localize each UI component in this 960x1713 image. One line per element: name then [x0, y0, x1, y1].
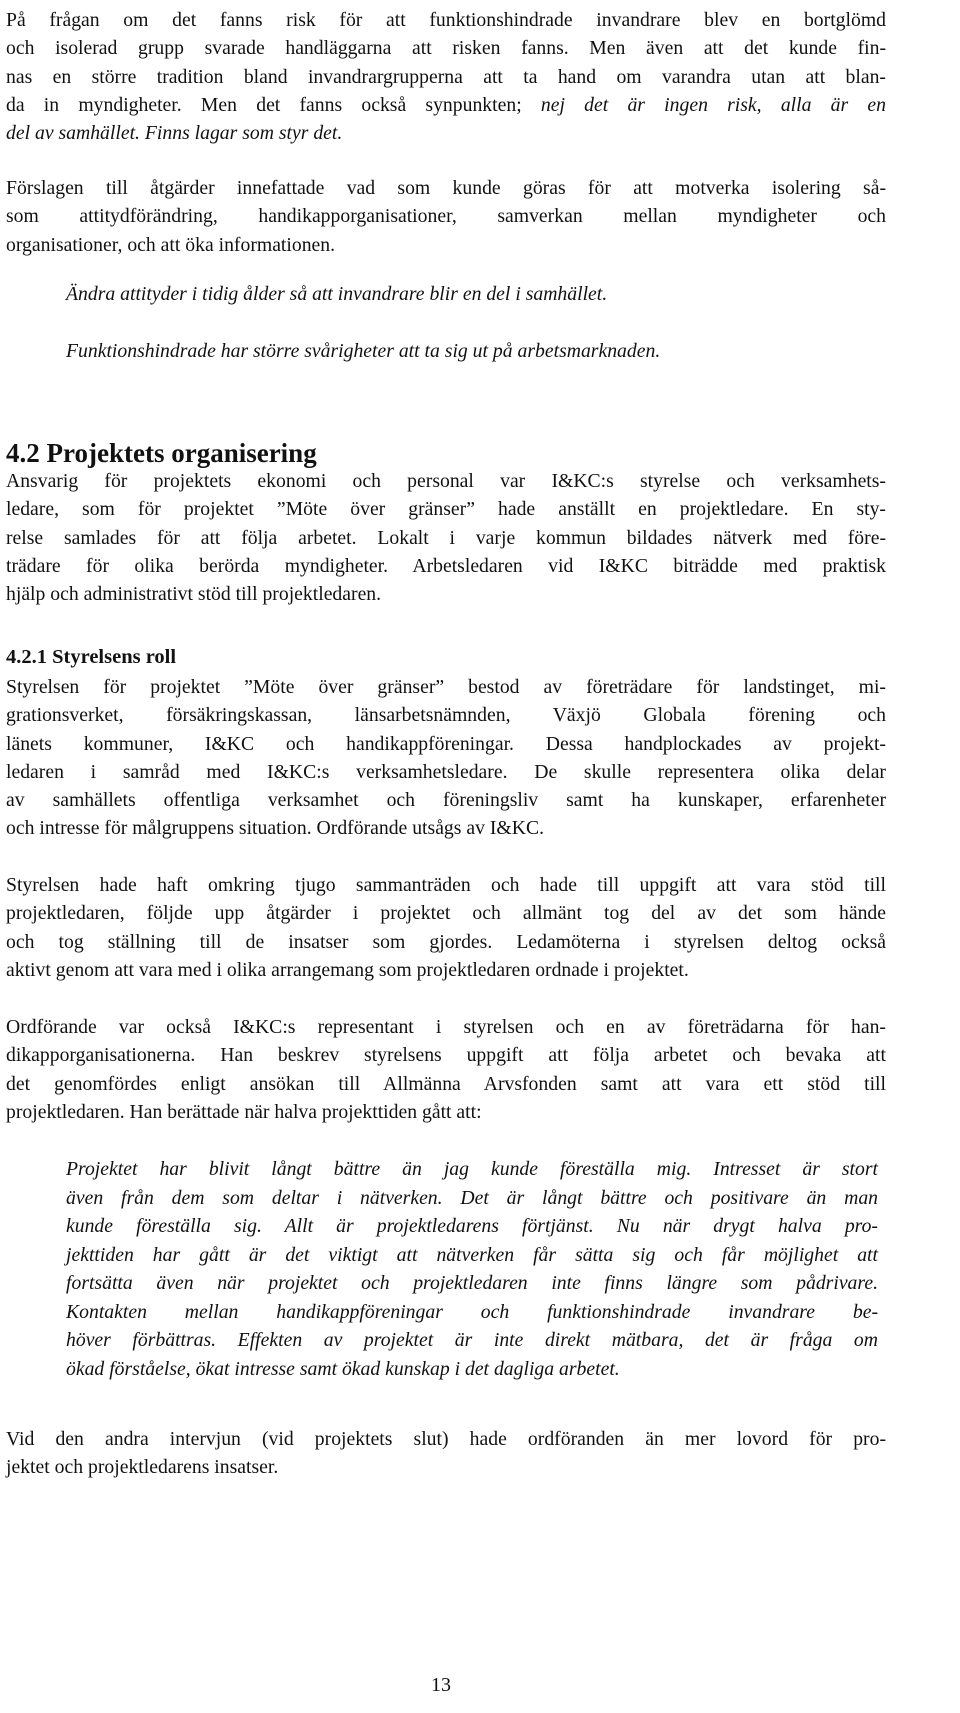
text-line: ledare, som för projektet ”Möte över gränser” hade anställt en projektledare. En sty- [6, 498, 886, 521]
text-line: och isolerad grupp svarade handläggarna att risken fanns. Men även att det kunde fin- [6, 37, 886, 60]
text-line: relse samlades för att följa arbetet. Lokalt i varje kommun bildades nätverk med före- [6, 526, 886, 549]
quote-line: kunde föreställa sig. Allt är projektledarens förtjänst. Nu när drygt halva pro- [66, 1215, 878, 1237]
text-line: och tog ställning till de insatser som gjordes. Ledamöterna i styrelsen deltog också [6, 930, 886, 953]
text-line: Ansvarig för projektets ekonomi och personal var I&KC:s styrelse och verksamhets- [6, 470, 886, 492]
italic-statement-2: Funktionshindrade har större svårigheter att ta sig ut på arbetsmarknaden. [66, 340, 661, 362]
text-line: aktivt genom att vara med i olika arrangemang som projektledaren ordnade i projektet. [6, 958, 689, 981]
quote-line: fortsätta även när projektet och projektledaren inte finns längre som pådrivare. [66, 1272, 878, 1294]
quote-line: även från dem som deltar i nätverken. Det är långt bättre och positivare än man [66, 1186, 878, 1209]
paragraph-proposals [6, 174, 886, 259]
text-line: dikapporganisationerna. Han beskrev styrelsens uppgift att följa arbetet och bevaka att [6, 1044, 886, 1067]
text-line: jektet och projektledarens insatser. [6, 1456, 279, 1479]
text-line: trädare för olika berörda myndigheter. Arbetsledaren vid I&KC biträdde med praktisk [6, 554, 886, 577]
text-line: hjälp och administrativt stöd till projektledaren. [6, 583, 382, 606]
text-line: det genomfördes enligt ansökan till Allmänna Arvsfonden samt att vara ett stöd till [6, 1072, 886, 1095]
page-number: 13 [431, 1674, 451, 1696]
text-line: och intresse för målgruppens situation. Ordförande utsågs av I&KC. [6, 817, 545, 840]
paragraph-organisation [6, 467, 886, 608]
paragraph-chairman [6, 1013, 886, 1126]
text-line-italic: del av samhället. Finns lagar som styr det. [6, 122, 343, 145]
text-line: länets kommuner, I&KC och handikappföreningar. Dessa handplockades av projekt- [6, 732, 886, 755]
text-line: av samhällets offentliga verksamhet och föreningsliv samt ha kunskaper, erfarenheter [6, 789, 886, 812]
text-line: projektledaren, följde upp åtgärder i projektet och allmänt tog del av det som hände [6, 902, 886, 925]
text-line: projektledaren. Han berättade när halva projekttiden gått att: [6, 1100, 482, 1123]
text-italic: nej det är ingen risk, alla är en [540, 93, 886, 116]
quote-line: höver förbättras. Effekten av projektet är inte direkt mätbara, det är fråga om [66, 1329, 878, 1351]
text-line: Ordförande var också I&KC:s representant i styrelsen och en av företrädarna för han- [6, 1016, 886, 1038]
section-heading-4-2: 4.2 Projektets organisering [6, 438, 317, 468]
quote-line: Kontakten mellan handikappföreningar och funktionshindrade invandrare be- [66, 1300, 878, 1323]
text-normal: da in myndigheter. Men det fanns också synpunkten; [6, 93, 541, 116]
paragraph-risk-question [6, 6, 886, 147]
paragraph-board-members [6, 673, 886, 843]
text-line: Styrelsen hade haft omkring tjugo sammanträden och hade till uppgift att vara stöd till [6, 874, 886, 896]
text-line: grationsverket, försäkringskassan, länsarbetsnämnden, Växjö Globala förening och [6, 704, 886, 727]
text-line: På frågan om det fanns risk för att funktionshindrade invandrare blev en bortglömd [6, 9, 886, 31]
quote-line: jekttiden har gått är det viktigt att nätverken får sätta sig och får möjlighet att [66, 1243, 878, 1266]
text-line: som attitydförändring, handikapporganisationer, samverkan mellan myndigheter och [6, 205, 886, 228]
text-line: Vid den andra intervjun (vid projektets slut) hade ordföranden än mer lovord för pro- [6, 1428, 886, 1450]
text-line: ledaren i samråd med I&KC:s verksamhetsledare. De skulle representera olika delar [6, 760, 886, 783]
text-line: organisationer, och att öka informationen. [6, 233, 336, 256]
paragraph-board-meetings [6, 871, 886, 984]
section-heading-4-2-1: 4.2.1 Styrelsens roll [6, 646, 177, 668]
text-line: Styrelsen för projektet ”Möte över gränser” bestod av företrädare för landstinget, mi- [6, 676, 886, 698]
quote-line: ökad förståelse, ökat intresse samt ökad kunskap i det dagliga arbetet. [66, 1357, 620, 1380]
text-line: Förslagen till åtgärder innefattade vad som kunde göras för att motverka isolering så- [6, 177, 886, 199]
text-line [6, 91, 886, 119]
italic-statement-1: Ändra attityder i tidig ålder så att invandrare blir en del i samhället. [66, 283, 608, 305]
paragraph-second-interview [6, 1425, 886, 1482]
text-line: nas en större tradition bland invandrargrupperna att ta hand om varandra utan att blan- [6, 65, 886, 88]
block-quote-chairman [66, 1155, 878, 1383]
quote-line: Projektet har blivit långt bättre än jag kunde föreställa mig. Intresset är stort [66, 1158, 878, 1180]
